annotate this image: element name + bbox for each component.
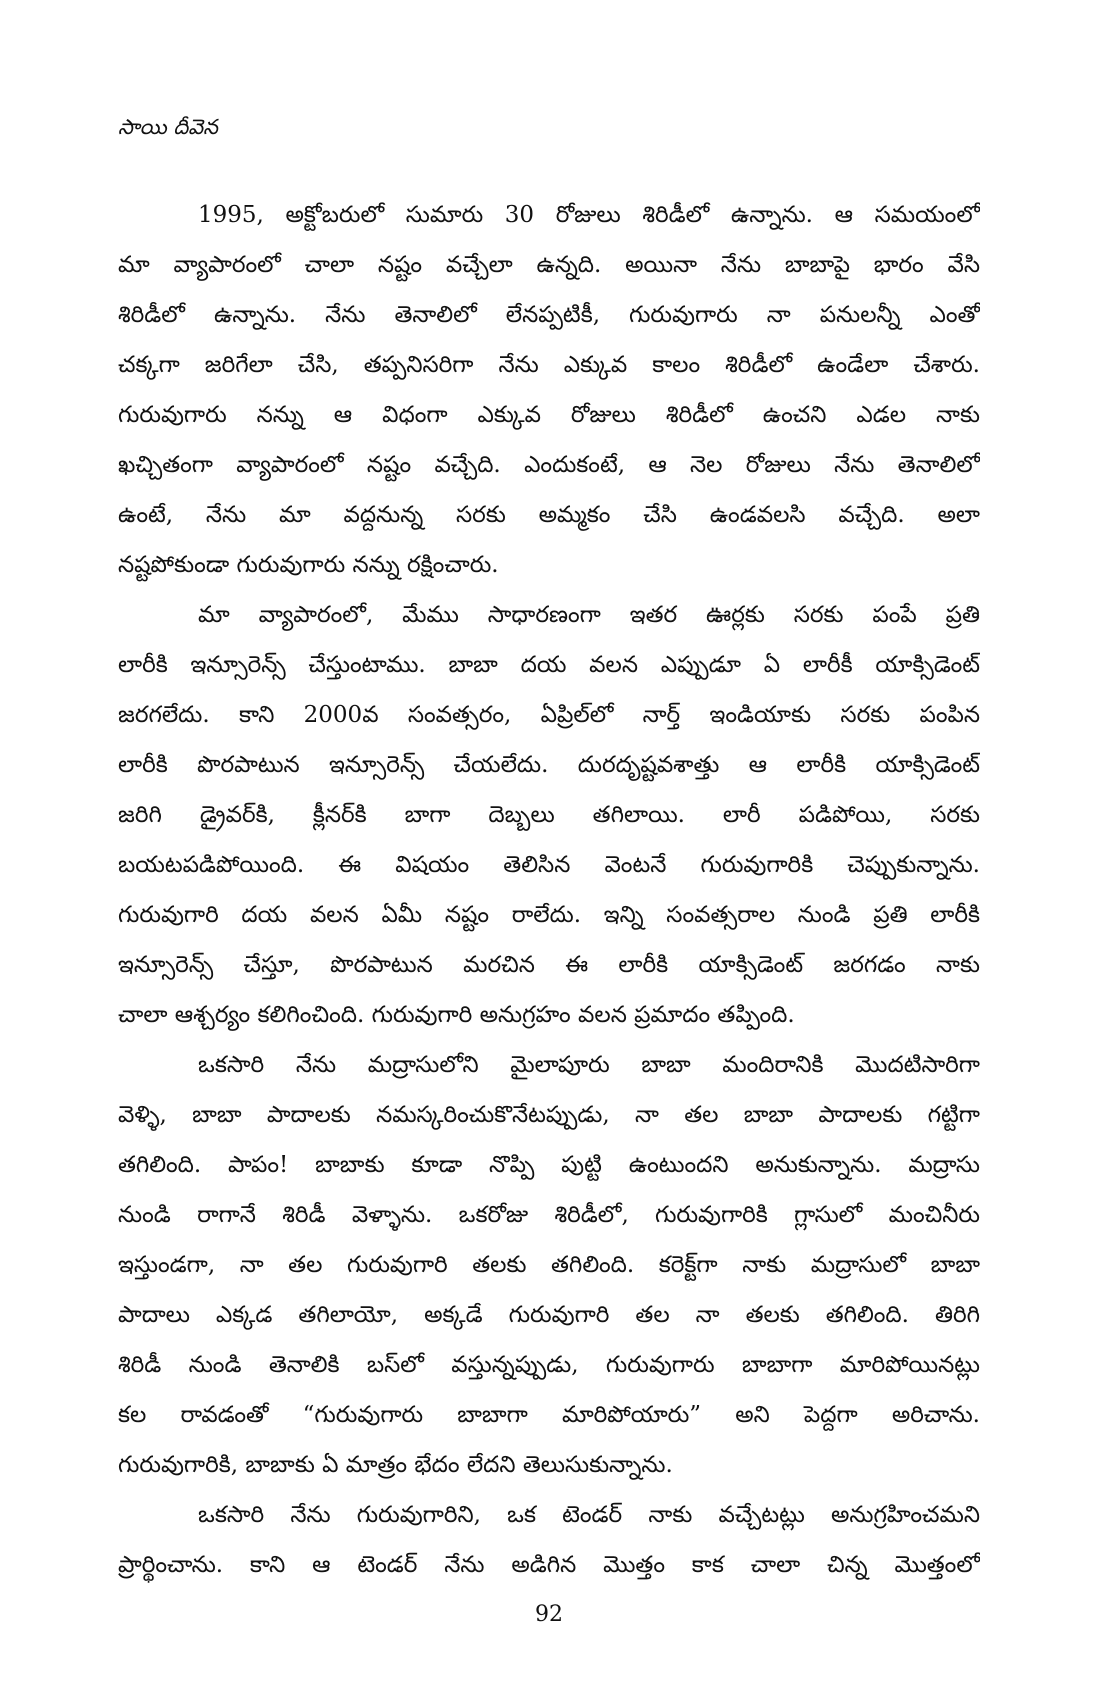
- paragraph-2-line-2: లారీకి ఇన్సూరెన్స్ చేస్తుంటాము. బాబా దయ వలన ఎప్పుడూ ఏ లారీకీ యాక్సిడెంట్: [118, 652, 980, 678]
- paragraph-1-line-1: 1995, అక్టోబరులో సుమారు 30 రోజులు శిరిడీలో ఉన్నాను. ఆ సమయంలో: [198, 202, 980, 228]
- paragraph-1-line-3: శిరిడీలో ఉన్నాను. నేను తెనాలిలో లేనప్పటికీ, గురువుగారు నా పనులన్నీ ఎంతో: [118, 302, 980, 328]
- paragraph-3-line-7: శిరిడీ నుండి తెనాలికి బస్‌లో వస్తున్నప్పుడు, గురువుగారు బాబాగా మారిపోయినట్లు: [118, 1352, 980, 1378]
- paragraph-3-line-2: వెళ్ళి, బాబా పాదాలకు నమస్కరించుకొనేటప్పుడు, నా తల బాబా పాదాలకు గట్టిగా: [118, 1102, 980, 1128]
- paragraph-2-line-3: జరగలేదు. కాని 2000వ సంవత్సరం, ఏప్రిల్‌లో నార్త్ ఇండియాకు సరకు పంపిన: [118, 702, 980, 728]
- paragraph-1-line-7: ఉంటే, నేను మా వద్దనున్న సరకు అమ్మకం చేసి ఉండవలసి వచ్చేది. అలా: [118, 502, 980, 528]
- paragraph-2-line-6: బయటపడిపోయింది. ఈ విషయం తెలిసిన వెంటనే గురువుగారికి చెప్పుకున్నాను.: [118, 852, 980, 878]
- paragraph-2-line-9: చాలా ఆశ్చర్యం కలిగించింది. గురువుగారి అనుగ్రహం వలన ప్రమాదం తప్పింది.: [118, 1002, 795, 1028]
- paragraph-4-line-1: ఒకసారి నేను గురువుగారిని, ఒక టెండర్ నాకు వచ్చేటట్లు అనుగ్రహించమని: [198, 1502, 980, 1528]
- paragraph-3-line-6: పాదాలు ఎక్కడ తగిలాయో, అక్కడే గురువుగారి తల నా తలకు తగిలింది. తిరిగి: [118, 1302, 980, 1328]
- running-header: సాయి దీవెన: [118, 115, 218, 139]
- page-number: 92: [535, 1602, 563, 1627]
- paragraph-3-line-9: గురువుగారికి, బాబాకు ఏ మాత్రం భేదం లేదని తెలుసుకున్నాను.: [118, 1452, 673, 1478]
- paragraph-3-line-5: ఇస్తుండగా, నా తల గురువుగారి తలకు తగిలింది. కరెక్ట్‌గా నాకు మద్రాసులో బాబా: [118, 1252, 980, 1278]
- paragraph-3-line-4: నుండి రాగానే శిరిడీ వెళ్ళాను. ఒకరోజు శిరిడీలో, గురువుగారికి గ్లాసులో మంచినీరు: [118, 1202, 980, 1228]
- paragraph-4-line-2: ప్రార్థించాను. కాని ఆ టెండర్ నేను అడిగిన మొత్తం కాక చాలా చిన్న మొత్తంలో: [118, 1552, 980, 1578]
- paragraph-1-line-4: చక్కగా జరిగేలా చేసి, తప్పనిసరిగా నేను ఎక్కువ కాలం శిరిడీలో ఉండేలా చేశారు.: [118, 352, 980, 378]
- paragraph-3-line-1: ఒకసారి నేను మద్రాసులోని మైలాపూరు బాబా మందిరానికి మొదటిసారిగా: [198, 1052, 980, 1078]
- paragraph-3-line-8: కల రావడంతో “గురువుగారు బాబాగా మారిపోయారు” అని పెద్దగా అరిచాను.: [118, 1402, 980, 1428]
- paragraph-2-line-5: జరిగి డ్రైవర్‌కి, క్లీనర్‌కి బాగా దెబ్బలు తగిలాయి. లారీ పడిపోయి, సరకు: [118, 802, 980, 828]
- paragraph-2-line-4: లారీకి పొరపాటున ఇన్సూరెన్స్ చేయలేదు. దురదృష్టవశాత్తు ఆ లారీకి యాక్సిడెంట్: [118, 752, 980, 778]
- paragraph-1-line-8: నష్టపోకుండా గురువుగారు నన్ను రక్షించారు.: [118, 552, 499, 578]
- paragraph-1-line-6: ఖచ్చితంగా వ్యాపారంలో నష్టం వచ్చేది. ఎందుకంటే, ఆ నెల రోజులు నేను తెనాలిలో: [118, 452, 980, 478]
- paragraph-2-line-8: ఇన్సూరెన్స్ చేస్తూ, పొరపాటున మరచిన ఈ లారీకి యాక్సిడెంట్ జరగడం నాకు: [118, 952, 980, 978]
- paragraph-3-line-3: తగిలింది. పాపం! బాబాకు కూడా నొప్పి పుట్టి ఉంటుందని అనుకున్నాను. మద్రాసు: [118, 1152, 980, 1178]
- paragraph-2-line-1: మా వ్యాపారంలో, మేము సాధారణంగా ఇతర ఊర్లకు సరకు పంపే ప్రతి: [198, 602, 980, 628]
- paragraph-1-line-2: మా వ్యాపారంలో చాలా నష్టం వచ్చేలా ఉన్నది. అయినా నేను బాబాపై భారం వేసి: [118, 252, 980, 278]
- paragraph-1-line-5: గురువుగారు నన్ను ఆ విధంగా ఎక్కువ రోజులు శిరిడీలో ఉంచని ఎడల నాకు: [118, 402, 980, 428]
- paragraph-2-line-7: గురువుగారి దయ వలన ఏమీ నష్టం రాలేదు. ఇన్ని సంవత్సరాల నుండి ప్రతి లారీకి: [118, 902, 980, 928]
- body-text: [118, 190, 980, 1590]
